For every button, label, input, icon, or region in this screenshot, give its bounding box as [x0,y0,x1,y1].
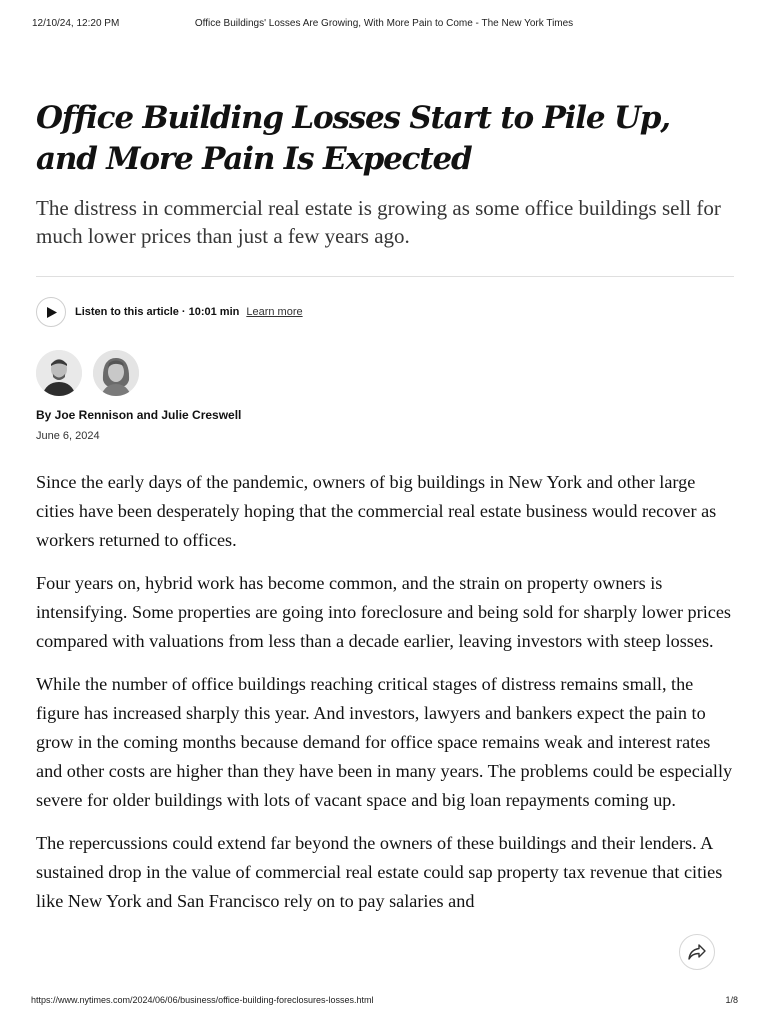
play-icon [47,307,57,318]
print-datetime: 12/10/24, 12:20 PM [32,18,120,29]
avatar-joe-rennison[interactable] [36,350,82,396]
print-footer [0,995,768,1009]
play-button[interactable] [36,297,66,327]
page-number: 1/8 [725,995,738,1005]
body-paragraph: The repercussions could extend far beyond the owners of these buildings and their lenders. A sustained drop in the value of commercial real estate could sap property tax revenue that cities like New York and San Francisco rely on to pay salaries and [36,833,723,911]
article [36,98,736,916]
print-header [0,18,768,34]
publish-date: June 6, 2024 [36,430,100,442]
body-paragraph: Four years on, hybrid work has become common, and the strain on property owners is intensifying. Some properties are going into foreclosure and being sold for sharply lower prices compared with valuations from less than a decade earlier, leaving investors with steep losses. [36,573,731,651]
print-url: https://www.nytimes.com/2024/06/06/business/office-building-foreclosures-losses.html [31,995,374,1005]
listen-label: Listen to this article [75,306,179,318]
body-paragraph: While the number of office buildings reaching critical stages of distress remains small, the figure has increased sharply this year. And investors, lawyers and bankers expect the pain to grow in the coming months because demand for office space remains weak and interest rates and other costs are higher than they have been in many years. The problems could be especially severe for older buildings with lots of vacant space and big loan repayments coming up. [36,674,733,810]
body-paragraph: Since the early days of the pandemic, owners of big buildings in New York and other large cities have been desperately hoping that the commercial real estate business would recover as workers returned to offices. [36,472,717,550]
author-avatars [36,350,736,396]
person-icon [93,350,139,396]
listen-duration: 10:01 min [188,306,240,318]
person-icon [36,350,82,396]
avatar-julie-creswell[interactable] [93,350,139,396]
share-icon [688,944,706,960]
listen-bar [36,296,736,328]
share-button[interactable] [679,934,715,970]
headline: Office Building Losses Start to Pile Up, and More Pain Is Expected [36,100,670,177]
byline: By Joe Rennison and Julie Creswell [36,408,242,422]
article-summary: The distress in commercial real estate is growing as some office buildings sell for much lower prices than just a few years ago. [36,196,721,248]
listen-separator: · [181,306,186,318]
learn-more-link[interactable]: Learn more [246,306,303,318]
print-page-title: Office Buildings' Losses Are Growing, With More Pain to Come - The New York Times [194,18,574,29]
divider [36,276,734,277]
